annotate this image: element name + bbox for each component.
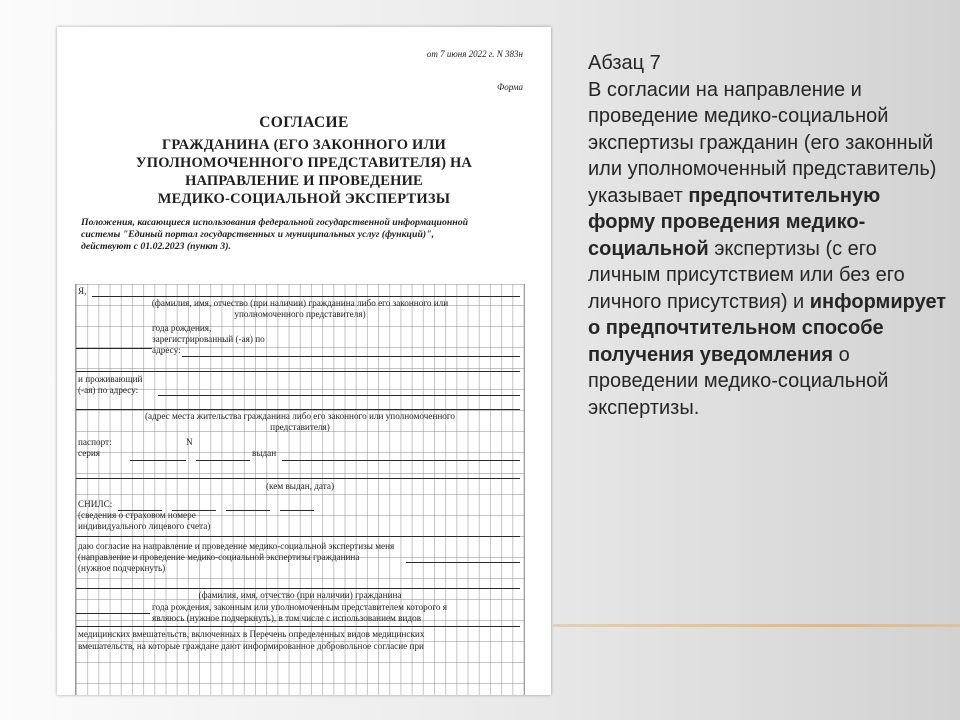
form-fill-line: [196, 460, 250, 461]
form-birth-line: года рождения, законным или уполномоченным представителем которого я: [152, 602, 447, 612]
paragraph-heading: Абзац 7: [588, 52, 661, 74]
form-label-passport: паспорт:: [78, 437, 112, 447]
form-label-living: и проживающий: [78, 374, 143, 384]
form-fill-line: [406, 562, 520, 563]
form-fill-line: [76, 348, 152, 349]
form-caption-issued: (кем выдан, дата): [265, 481, 335, 491]
scanned-document-page: [57, 27, 551, 695]
form-consent-line: даю согласие на направление и проведение медико-социальной экспертизы меня: [78, 541, 395, 551]
form-caption-address: (адрес места жительства гражданина либо его законного или уполномоченного: [144, 411, 456, 421]
form-med-line: вмешательств, на которые граждане дают информированное добровольное согласие при: [78, 641, 424, 651]
form-note-snils-2: индивидуального лицевого счета): [78, 521, 211, 531]
form-label-living-2: (-ая) по адресу:: [78, 385, 139, 395]
form-fill-line: [76, 536, 520, 537]
form-fill-line: [182, 356, 520, 357]
form-birth-line: являюсь (нужное подчеркнуть), в том числе с использованием видов: [152, 613, 422, 623]
form-fill-line: [76, 409, 520, 410]
decorative-separator: [553, 624, 960, 627]
paragraph-bold-text: информирует о предпочтительном способе получения уведомления: [588, 290, 947, 366]
form-label-registered: зарегистрированный (-ая) по: [152, 334, 265, 344]
form-fill-line: [76, 613, 150, 614]
form-fill-line: [158, 395, 520, 396]
document-note-line: действуют с 01.02.2023 (пункт 3).: [81, 241, 231, 252]
form-label-address: адресу:: [152, 345, 181, 355]
paragraph-text: о проведении медико-социальной экспертизы.: [588, 343, 889, 419]
document-subtitle-line: ГРАЖДАНИНА (ЕГО ЗАКОННОГО ИЛИ: [161, 137, 446, 153]
form-grid: [75, 284, 525, 695]
document-subtitle-line: МЕДИКО-СОЦИАЛЬНОЙ ЭКСПЕРТИЗЫ: [157, 191, 451, 207]
form-fill-line: [76, 626, 520, 627]
form-med-line: медицинских вмешательств, включенных в Перечень определенных видов медицинских: [78, 629, 425, 639]
form-fill-line: [280, 510, 314, 511]
form-caption-fio-2: (фамилия, имя, отчество (при наличии) гражданина: [198, 590, 402, 600]
form-fill-line: [282, 460, 520, 461]
paragraph-text: экспертизы (с его личным присутствием или без его личного присутствия) и: [588, 237, 905, 313]
form-caption-address-2: представителя): [270, 422, 330, 432]
form-label-birth-year: года рождения,: [152, 323, 212, 333]
form-label-snils: СНИЛС:: [78, 499, 113, 509]
paragraph-bold-text: предпочтительную форму проведения медико-социальной: [588, 184, 881, 260]
document-note-line: системы "Единый портал государственных и муниципальных услуг (функций)",: [81, 229, 435, 240]
explanation-paragraph: [588, 50, 948, 421]
form-label-issued: выдан: [252, 448, 277, 458]
document-header-form: Форма: [496, 82, 523, 92]
document-subtitle-line: УПОЛНОМОЧЕННОГО ПРЕДСТАВИТЕЛЯ) НА: [135, 155, 473, 171]
form-consent-line: (направление и проведение медико-социальной экспертизы гражданина: [78, 552, 360, 562]
document-header-date: от 7 июня 2022 г. N 383н: [426, 49, 523, 59]
form-fill-line: [76, 478, 520, 479]
form-fill-line: [76, 588, 520, 589]
form-fill-line: [226, 510, 270, 511]
document-title: СОГЛАСИЕ: [259, 114, 349, 131]
form-note-snils: (сведения о страховом номере: [78, 510, 196, 520]
form-label-ya: Я,: [78, 286, 87, 296]
form-caption-fio-2: уполномоченного представителя): [234, 309, 366, 319]
form-label-series: серия: [78, 448, 101, 458]
document-note-line: Положения, касающиеся использования федеральной государственной информационной: [81, 217, 469, 228]
form-fill-line: [92, 296, 520, 297]
paragraph-text: В согласии на направление и проведение медико-социальной экспертизы гражданин (его законный или уполномоченный представитель) указывает: [588, 78, 937, 207]
form-caption-fio: (фамилия, имя, отчество (при наличии) гражданина либо его законного или: [151, 298, 449, 308]
form-label-number: N: [186, 437, 193, 447]
form-fill-line: [130, 460, 186, 461]
document-subtitle-line: НАПРАВЛЕНИЕ И ПРОВЕДЕНИЕ: [185, 173, 423, 189]
form-consent-line: (нужное подчеркнуть): [78, 563, 166, 573]
form-fill-line: [76, 371, 520, 372]
